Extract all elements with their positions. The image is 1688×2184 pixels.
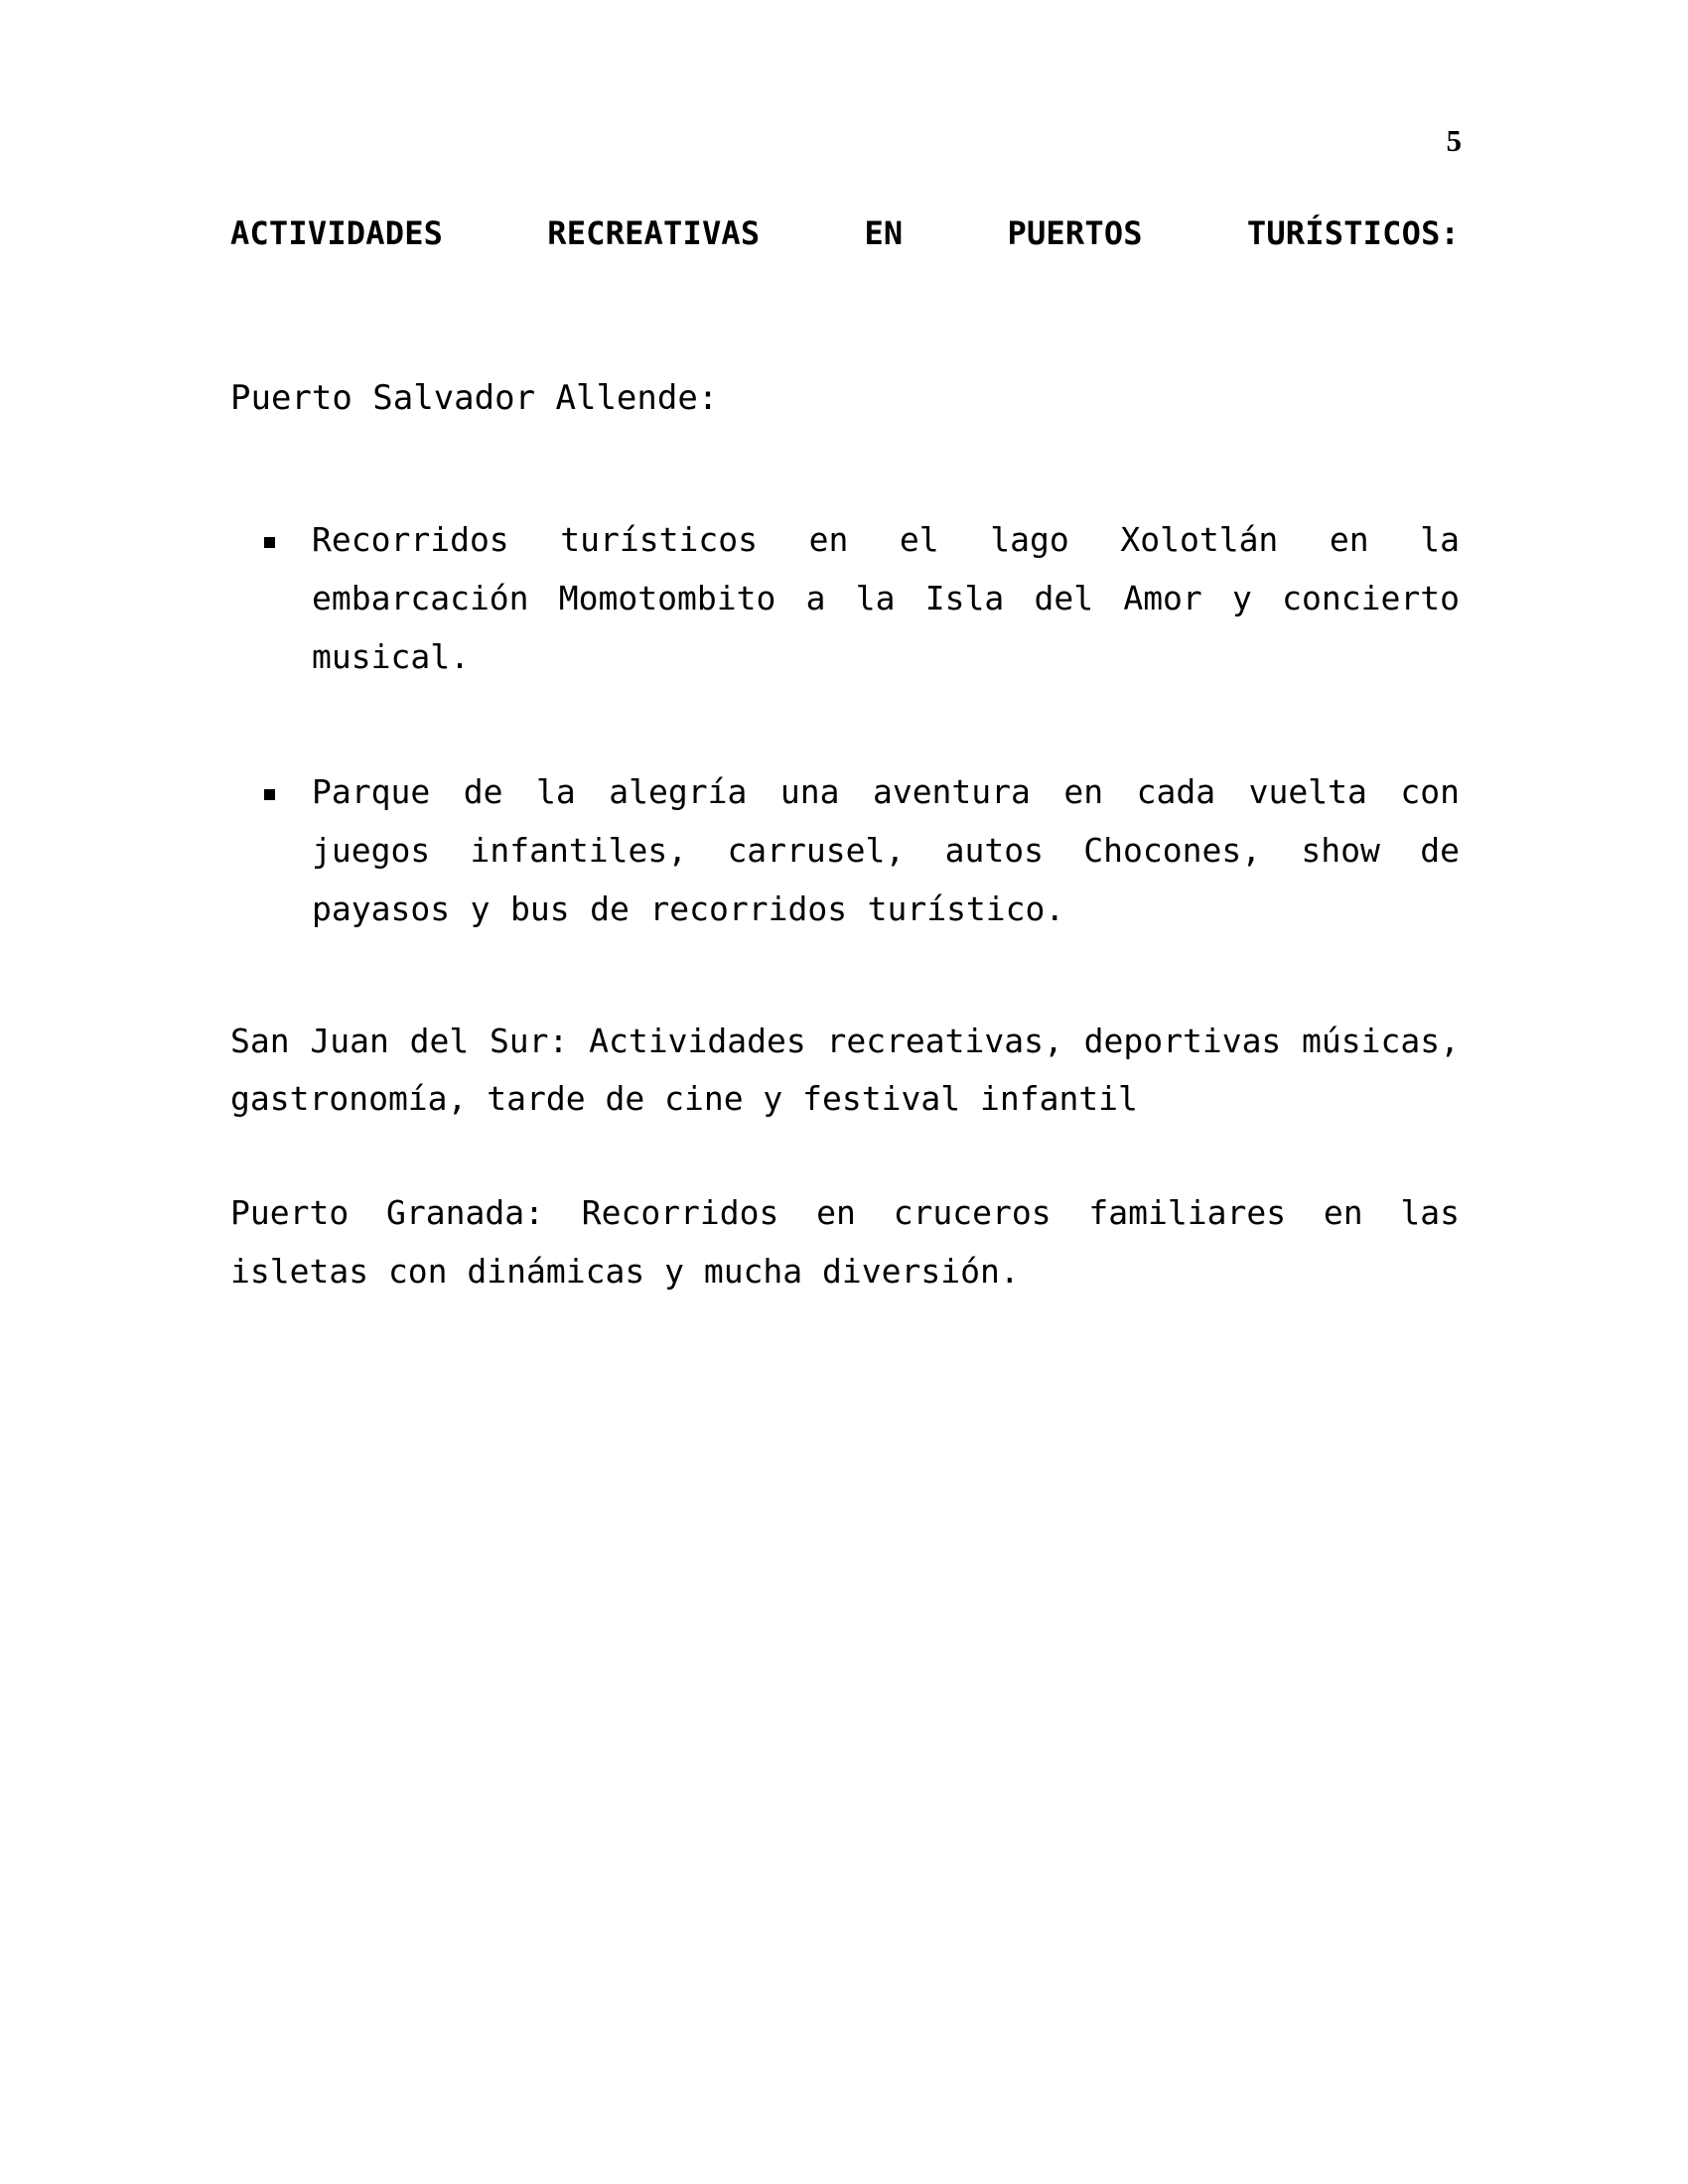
section-heading-puerto-salvador-allende: Puerto Salvador Allende: — [230, 378, 719, 418]
square-bullet-icon — [264, 789, 275, 800]
spacer — [230, 420, 1460, 511]
spacer — [230, 253, 1460, 376]
bullet-list — [230, 511, 1460, 938]
square-bullet-icon — [264, 537, 275, 548]
spacer — [230, 1129, 1460, 1184]
list-item — [230, 511, 1460, 686]
page-number: 5 — [1446, 123, 1462, 158]
paragraph-puerto-granada: Puerto Granada: Recorridos en cruceros familiares en las isletas con dinámicas y mucha diversión. — [230, 1193, 1460, 1291]
list-item-text: Parque de la alegría una aventura en cada vuelta con juegos infantiles, carrusel, autos Chocones, show de payasos y bus de recorridos turístico. — [312, 772, 1460, 928]
list-item — [230, 763, 1460, 938]
list-item-text: Recorridos turísticos en el lago Xolotlán en la embarcación Momotombito a la Isla del Amor y concierto musical. — [312, 520, 1460, 676]
paragraph-san-juan-del-sur: San Juan del Sur: Actividades recreativas, deportivas músicas, gastronomía, tarde de cine y festival infantil — [230, 1021, 1460, 1119]
document-body — [230, 213, 1460, 1301]
document-title: ACTIVIDADES RECREATIVAS EN PUERTOS TURÍSTICOS: — [230, 214, 1460, 252]
spacer — [230, 939, 1460, 1013]
